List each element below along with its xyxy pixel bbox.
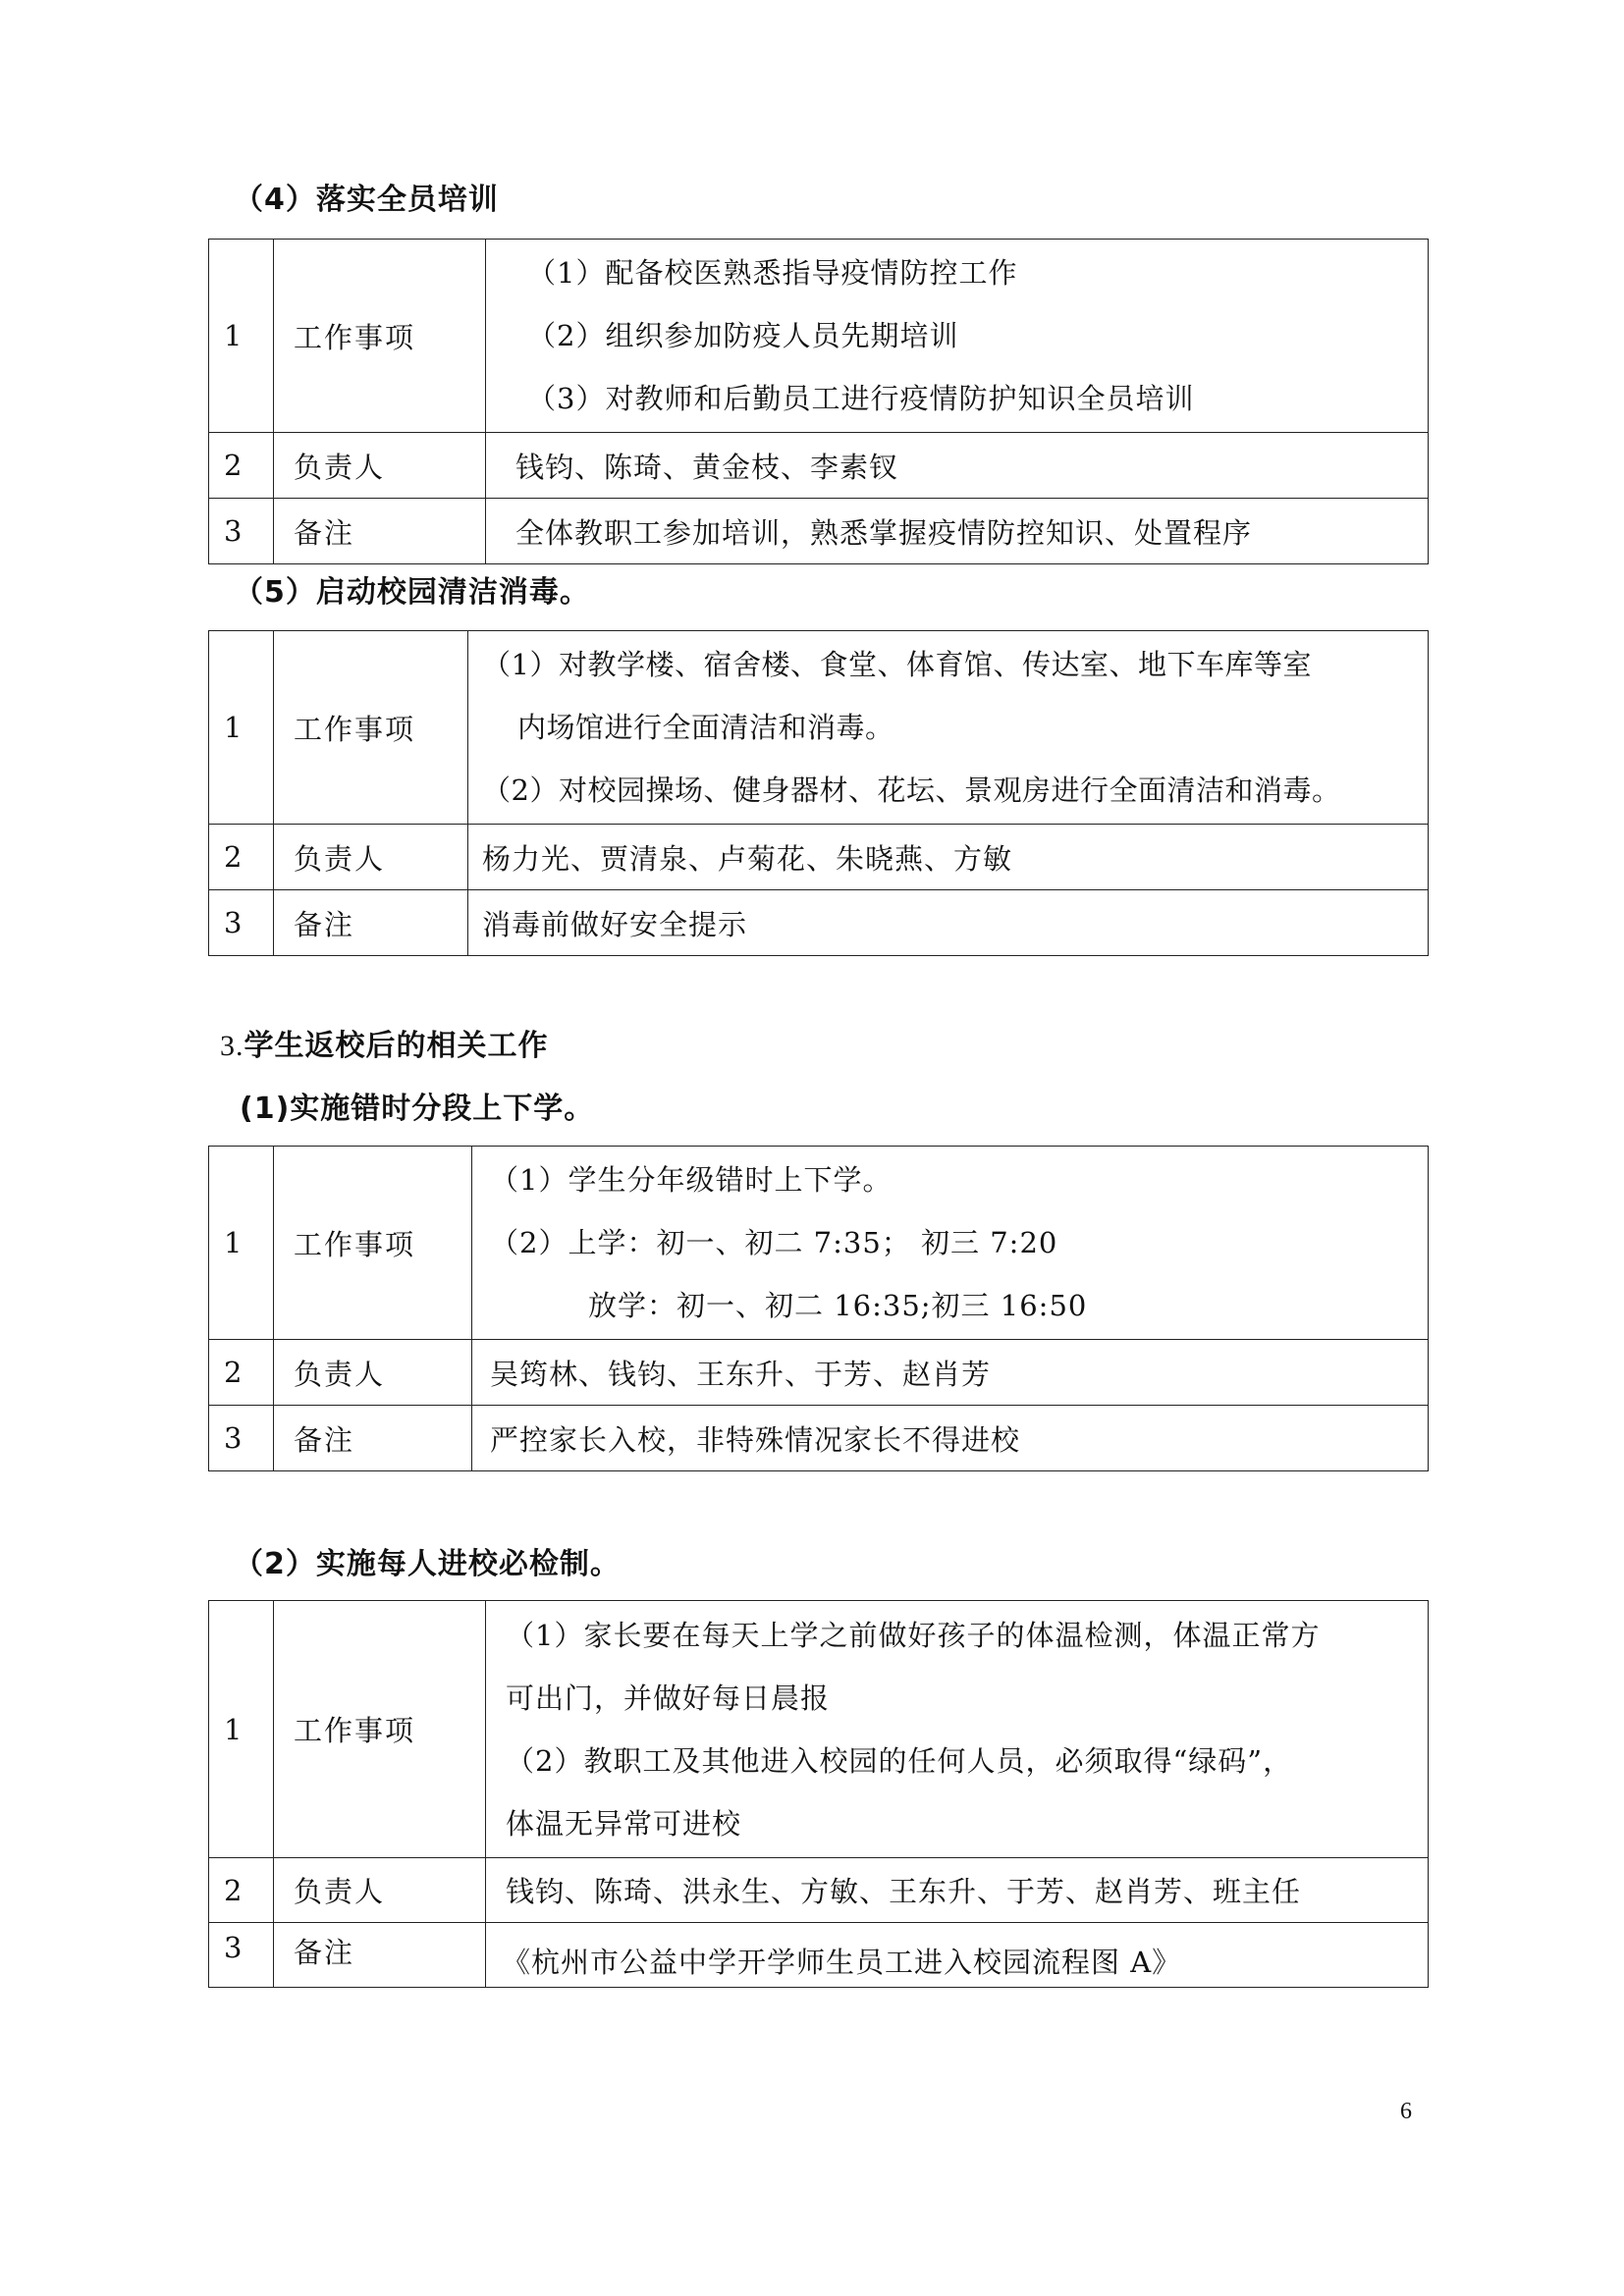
item-line: （1）学生分年级错时上下学。 <box>490 1163 893 1197</box>
row-number: 1 <box>209 1147 274 1340</box>
row-number: 3 <box>209 1923 274 1988</box>
item-line: （1）对教学楼、宿舍楼、食堂、体育馆、传达室、地下车库等室 <box>482 648 1312 681</box>
row-value: 吴筠林、钱钧、王东升、于芳、赵肖芳 <box>472 1340 1429 1406</box>
row-value <box>486 240 1429 433</box>
item-line: （1）家长要在每天上学之前做好孩子的体温检测，体温正常方 <box>506 1618 1321 1652</box>
row-label: 工作事项 <box>274 631 468 825</box>
row-value <box>486 1601 1429 1858</box>
row-label: 备注 <box>274 499 486 564</box>
item-line: （1）配备校医熟悉指导疫情防控工作 <box>527 256 1018 290</box>
table-row <box>209 1858 1429 1923</box>
row-value: 《杭州市公益中学开学师生员工进入校园流程图 A》 <box>486 1923 1429 1988</box>
table-row <box>209 825 1429 890</box>
row-label: 负责人 <box>274 1858 486 1923</box>
row-number: 3 <box>209 499 274 564</box>
row-label: 负责人 <box>274 1340 472 1406</box>
table-row <box>209 1601 1429 1858</box>
part-3-heading <box>220 1021 549 1064</box>
item-line: （2）教职工及其他进入校园的任何人员，必须取得“绿码”， <box>506 1743 1293 1778</box>
item-line: （3）对教师和后勤员工进行疫情防护知识全员培训 <box>527 382 1195 415</box>
section-5-heading: （5）启动校园清洁消毒。 <box>234 575 590 610</box>
row-label: 备注 <box>274 890 468 956</box>
table-row <box>209 1147 1429 1340</box>
row-number: 3 <box>209 1406 274 1471</box>
row-value: 消毒前做好安全提示 <box>468 890 1429 956</box>
table-row <box>209 499 1429 564</box>
row-value: 全体教职工参加培训，熟悉掌握疫情防控知识、处置程序 <box>486 499 1429 564</box>
row-value <box>472 1147 1429 1340</box>
row-label: 工作事项 <box>274 1601 486 1858</box>
row-value <box>468 631 1429 825</box>
row-label: 负责人 <box>274 433 486 499</box>
table-row <box>209 1406 1429 1471</box>
row-number: 2 <box>209 433 274 499</box>
subsection-1-table <box>208 1146 1429 1471</box>
section-5-table <box>208 630 1429 956</box>
row-label: 备注 <box>274 1923 486 1988</box>
row-label: 负责人 <box>274 825 468 890</box>
subsection-2-heading: （2）实施每人进校必检制。 <box>234 1547 621 1581</box>
section-4-heading: （4）落实全员培训 <box>234 183 499 217</box>
row-value: 钱钧、陈琦、黄金枝、李素钗 <box>486 433 1429 499</box>
item-line: 放学：初一、初二 16:35;初三 16:50 <box>588 1289 1088 1322</box>
row-value: 钱钧、陈琦、洪永生、方敏、王东升、于芳、赵肖芳、班主任 <box>486 1858 1429 1923</box>
item-line: 可出门，并做好每日晨报 <box>506 1681 831 1715</box>
table-row <box>209 631 1429 825</box>
part-3-title: 学生返校后的相关工作 <box>244 1029 549 1063</box>
row-label: 工作事项 <box>274 240 486 433</box>
section-4-table <box>208 239 1429 564</box>
row-number: 1 <box>209 631 274 825</box>
item-line: 体温无异常可进校 <box>506 1806 742 1841</box>
table-row <box>209 1340 1429 1406</box>
table-row <box>209 433 1429 499</box>
subsection-1-heading: (1)实施错时分段上下学。 <box>240 1092 595 1126</box>
page-number: 6 <box>1400 2099 1412 2124</box>
row-label: 工作事项 <box>274 1147 472 1340</box>
item-line: 内场馆进行全面清洁和消毒。 <box>517 711 894 744</box>
part-3-number: 3. <box>220 1030 244 1062</box>
item-line: （2）组织参加防疫人员先期培训 <box>527 319 959 352</box>
row-number: 2 <box>209 1340 274 1406</box>
row-number: 2 <box>209 1858 274 1923</box>
row-value: 严控家长入校，非特殊情况家长不得进校 <box>472 1406 1429 1471</box>
table-row <box>209 1923 1429 1988</box>
table-row <box>209 240 1429 433</box>
item-line: （2）对校园操场、健身器材、花坛、景观房进行全面清洁和消毒。 <box>482 774 1341 807</box>
row-number: 2 <box>209 825 274 890</box>
row-number: 1 <box>209 240 274 433</box>
subsection-2-table <box>208 1600 1429 1988</box>
table-row <box>209 890 1429 956</box>
item-line: （2）上学：初一、初二 7:35； 初三 7:20 <box>490 1226 1058 1259</box>
row-value: 杨力光、贾清泉、卢菊花、朱晓燕、方敏 <box>468 825 1429 890</box>
row-number: 1 <box>209 1601 274 1858</box>
row-label: 备注 <box>274 1406 472 1471</box>
row-number: 3 <box>209 890 274 956</box>
